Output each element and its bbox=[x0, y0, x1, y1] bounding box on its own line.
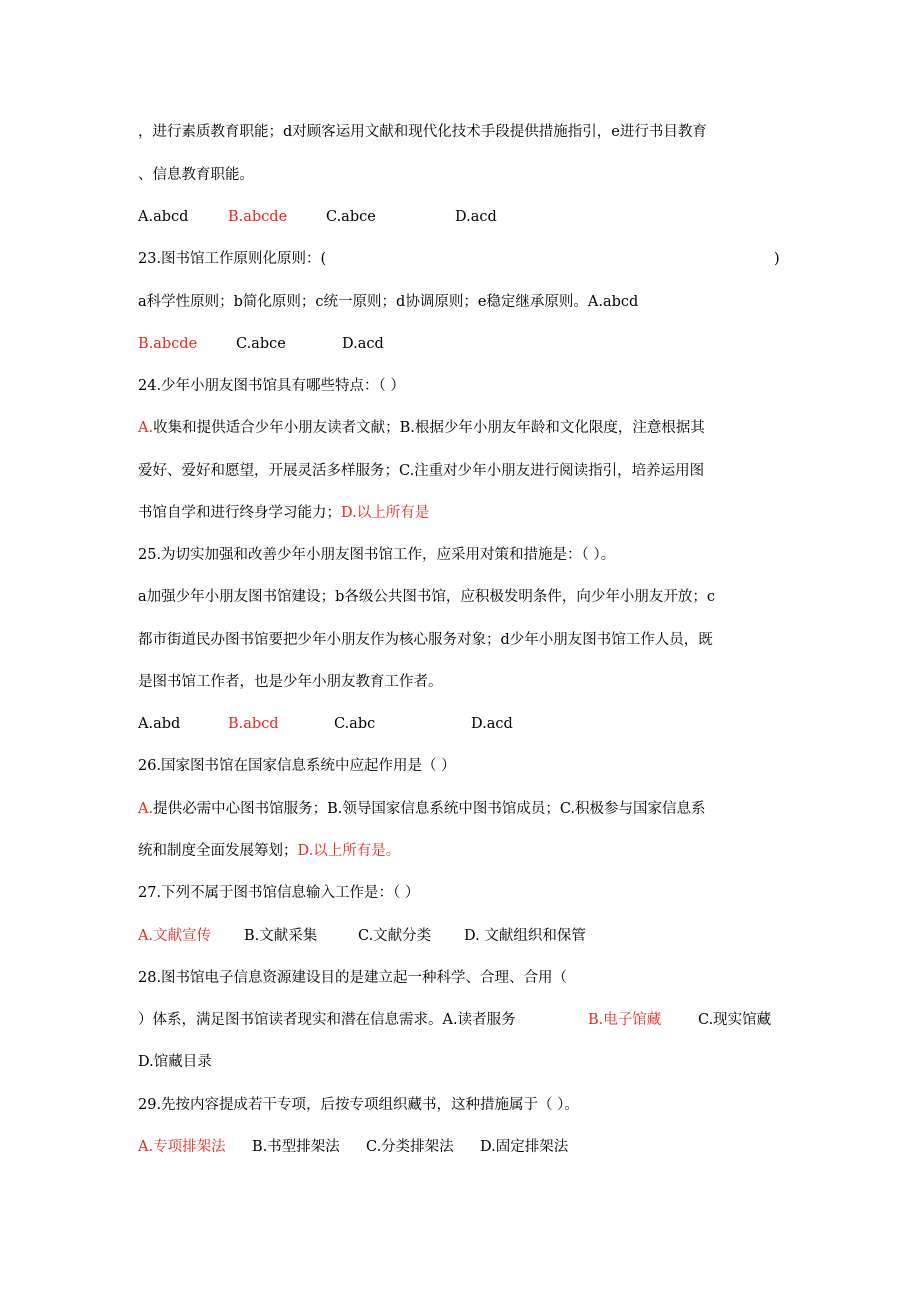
q26-line-2 bbox=[138, 841, 783, 861]
q23-stem-text: 23.图书馆工作原则化原则：( bbox=[138, 251, 327, 267]
q25-line-2: 都市街道民办图书馆要把少年小朋友作为核心服务对象；d少年小朋友图书馆工作人员，既 bbox=[138, 632, 713, 648]
q28-line-2 bbox=[138, 1010, 783, 1030]
q29-options bbox=[138, 1137, 783, 1157]
q26-line-1-text: 提供必需中心图书馆服务；B.领导国家信息系统中图书馆成员；C.积极参与国家信息系 bbox=[153, 801, 706, 817]
q27-option-a-answer: A.文献宣传 bbox=[138, 928, 212, 944]
q23-line-2: a科学性原则；b简化原则；c统一原则；d协调原则；e稳定继承原则。A.abcd bbox=[138, 294, 639, 310]
q25-option-a: A.abd bbox=[138, 716, 181, 732]
q26-line-2-text: 统和制度全面发展筹划； bbox=[138, 843, 298, 859]
q25-stem: 25.为切实加强和改善少年小朋友图书馆工作，应采用对策和措施是：（ ）。 bbox=[138, 547, 616, 563]
q25-line-3: 是图书馆工作者，也是少年小朋友教育工作者。 bbox=[138, 674, 443, 690]
q26-option-d-answer: D.以上所有是。 bbox=[297, 843, 401, 859]
q22-line-2: 、信息教育职能。 bbox=[138, 167, 254, 183]
q24-line-1 bbox=[138, 418, 783, 438]
q24-line-3 bbox=[138, 503, 783, 523]
q22-option-a: A.abcd bbox=[138, 209, 189, 225]
q22-line-1: ，进行素质教育职能；d对顾客运用文献和现代化技术手段提供措施指引，e进行书目教育 bbox=[138, 124, 707, 140]
q28-option-c: C.现实馆藏 bbox=[698, 1012, 772, 1028]
q27-option-c: C.文献分类 bbox=[358, 928, 432, 944]
q26-stem: 26.国家图书馆在国家信息系统中应起作用是（ ） bbox=[138, 758, 456, 774]
q27-options bbox=[138, 926, 783, 946]
q24-line-2: 爱好、爱好和愿望，开展灵活多样服务；C.注重对少年小朋友进行阅读指引，培养运用图 bbox=[138, 463, 705, 479]
q24-option-a-marker: A. bbox=[138, 420, 154, 436]
q23-option-c: C.abce bbox=[236, 336, 286, 352]
q29-option-d: D.固定排架法 bbox=[480, 1139, 569, 1155]
q23-option-b-answer: B.abcde bbox=[138, 336, 198, 352]
q22-options bbox=[138, 207, 783, 227]
q25-options bbox=[138, 714, 783, 734]
q29-option-b: B.书型排架法 bbox=[252, 1139, 340, 1155]
q26-line-1 bbox=[138, 799, 783, 819]
q27-stem: 27.下列不属于图书馆信息输入工作是：（ ） bbox=[138, 885, 420, 901]
q23-option-d: D.acd bbox=[342, 336, 384, 352]
q24-line-3-text: 书馆自学和进行终身学习能力； bbox=[138, 505, 341, 521]
q25-option-b-answer: B.abcd bbox=[228, 716, 279, 732]
q28-option-b-answer: B.电子馆藏 bbox=[588, 1012, 662, 1028]
q24-stem: 24.少年小朋友图书馆具有哪些特点：（ ） bbox=[138, 378, 405, 394]
q26-option-a-marker: A. bbox=[138, 801, 154, 817]
q24-line-1-text: 收集和提供适合少年小朋友读者文献；B.根据少年小朋友年龄和文化限度，注意根据其 bbox=[153, 420, 705, 436]
q28-option-d: D.馆藏目录 bbox=[138, 1054, 212, 1070]
q25-option-d: D.acd bbox=[471, 716, 513, 732]
q25-line-1: a加强少年小朋友图书馆建设；b各级公共图书馆，应积极发明条件，向少年小朋友开放；c bbox=[138, 589, 716, 605]
q28-stem: 28.图书馆电子信息资源建设目的是建立起一种科学、合理、合用（ bbox=[138, 970, 568, 986]
q25-option-c: C.abc bbox=[334, 716, 376, 732]
q24-option-d-answer: D.以上所有是 bbox=[341, 505, 430, 521]
q22-option-c: C.abce bbox=[326, 209, 376, 225]
q22-option-b-answer: B.abcde bbox=[228, 209, 288, 225]
q29-option-a-answer: A.专项排架法 bbox=[138, 1139, 226, 1155]
q23-stem bbox=[138, 249, 783, 269]
q29-stem: 29.先按内容提成若干专项，后按专项组织藏书，这种措施属于（ ）。 bbox=[138, 1097, 579, 1113]
q29-option-c: C.分类排架法 bbox=[366, 1139, 454, 1155]
q23-close-paren: ) bbox=[774, 251, 780, 267]
q23-options bbox=[138, 334, 783, 354]
q27-option-b: B.文献采集 bbox=[244, 928, 318, 944]
q27-option-d: D. 文献组织和保管 bbox=[464, 928, 586, 944]
q28-line-2-text: ）体系，满足图书馆读者现实和潜在信息需求。A.读者服务 bbox=[138, 1012, 516, 1028]
q22-option-d: D.acd bbox=[455, 209, 497, 225]
